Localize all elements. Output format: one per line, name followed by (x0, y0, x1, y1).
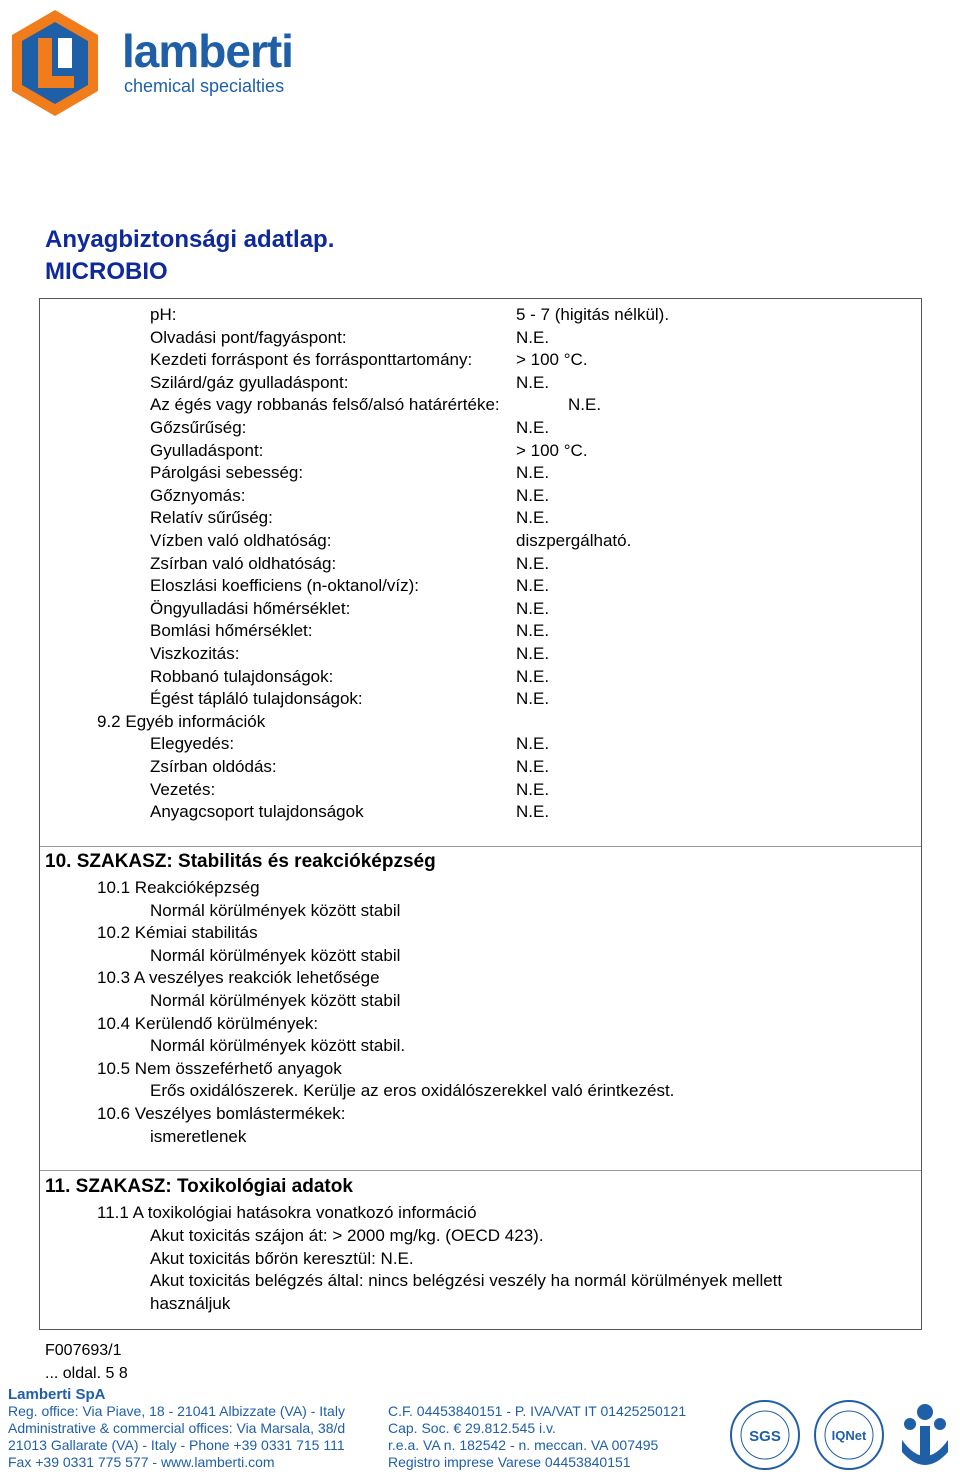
registration-line: r.e.a. VA n. 182542 - n. meccan. VA 007495 (388, 1437, 659, 1453)
property-value: N.E. (516, 418, 550, 437)
subsection-heading: 10.6 Veszélyes bomlástermékek: (97, 1104, 346, 1123)
sgs-certification-icon (728, 1398, 802, 1472)
property-label: Az égés vagy robbanás felső/alsó határértéke: (150, 395, 500, 415)
subsection-text: ismeretlenek (150, 1126, 247, 1146)
subsection-heading: 11.1 A toxikológiai hatásokra vonatkozó információ (97, 1203, 477, 1222)
product-name: MICROBIO (45, 258, 168, 285)
property-value: N.E. (568, 395, 602, 415)
subsection-heading: 10.2 Kémiai stabilitás (97, 923, 258, 943)
subsection-heading: 10.1 Reakcióképzség (97, 878, 260, 897)
registration-line: Cap. Soc. € 29.812.545 i.v. (388, 1420, 556, 1436)
subsection-text: használjuk (150, 1293, 231, 1313)
company-registration (388, 1403, 686, 1471)
subsection-text: Akut toxicitás bőrön keresztül: N.E. (150, 1248, 414, 1268)
company-line: Administrative & commercial offices: Via Marsala, 38/d (8, 1420, 346, 1436)
sgs-label: SGS (749, 1428, 781, 1445)
property-value: N.E. (516, 372, 550, 392)
subsection-heading: 9.2 Egyéb információk (97, 711, 266, 731)
subsection-text: Akut toxicitás belégzés által: nincs belégzési veszély ha normál körülmények mellett (150, 1271, 783, 1291)
responsible-care-icon (896, 1400, 954, 1470)
subsection-heading: 10.5 Nem összeférhető anyagok (97, 1058, 342, 1078)
form-code: F007693/1 (45, 1342, 122, 1359)
subsection-heading: 10.4 Kerülendő körülmények: (97, 1013, 319, 1033)
property-label: pH: (150, 305, 177, 324)
brand-tagline: chemical specialties (124, 76, 285, 96)
property-label: Eloszlási koefficiens (n-oktanol/víz): (150, 576, 419, 596)
subsection-text: Normál körülmények között stabil (150, 900, 401, 920)
company-line: Fax +39 0331 775 577 - www.lamberti.com (8, 1454, 275, 1470)
property-value: 5 - 7 (higitás nélkül). (516, 305, 670, 324)
property-value: diszpergálható. (516, 531, 632, 550)
property-label: Zsírban való oldhatóság: (150, 553, 337, 573)
property-label: Kezdeti forráspont és forrásponttartomány: (150, 350, 473, 370)
iqnet-label: IQNet (831, 1428, 867, 1443)
property-value: N.E. (516, 598, 550, 618)
property-value: N.E. (516, 621, 550, 641)
property-label: Relatív sűrűség: (150, 508, 273, 528)
property-label: Elegyedés: (150, 734, 235, 754)
property-label: Olvadási pont/fagyáspont: (150, 327, 347, 347)
section-divider (40, 846, 921, 847)
section-divider (40, 1170, 921, 1171)
property-label: Szilárd/gáz gyulladáspont: (150, 372, 349, 392)
property-value: > 100 °C. (516, 350, 588, 370)
iqnet-certification-icon (812, 1398, 886, 1472)
company-line: Reg. office: Via Piave, 18 - 21041 Albizzate (VA) - Italy (8, 1403, 345, 1419)
section-heading: 10. SZAKASZ: Stabilitás és reakcióképzség (45, 851, 436, 872)
property-label: Öngyulladási hőmérséklet: (150, 598, 351, 618)
subsection-heading: 10.3 A veszélyes reakciók lehetősége (97, 968, 380, 988)
brand-name: lamberti (122, 25, 293, 77)
lamberti-logo-icon (8, 8, 102, 118)
property-value: N.E. (516, 757, 550, 776)
property-label: Párolgási sebesség: (150, 463, 304, 483)
property-value: N.E. (516, 508, 550, 528)
property-value: N.E. (516, 802, 550, 822)
property-value: N.E. (516, 689, 550, 709)
property-value: > 100 °C. (516, 440, 588, 460)
property-value: N.E. (516, 644, 550, 663)
property-value: N.E. (516, 327, 550, 347)
company-name: Lamberti SpA (8, 1386, 106, 1403)
subsection-text: Normál körülmények között stabil (150, 991, 401, 1010)
property-label: Gőznyomás: (150, 485, 246, 505)
property-value: N.E. (516, 485, 550, 505)
company-line: 21013 Gallarate (VA) - Italy - Phone +39 0331 715 111 (8, 1437, 345, 1453)
property-label: Gyulladáspont: (150, 440, 264, 460)
property-label: Vízben való oldhatóság: (150, 531, 332, 550)
property-value: N.E. (516, 666, 550, 686)
document-title (45, 224, 334, 288)
property-value: N.E. (516, 576, 550, 596)
subsection-text: Akut toxicitás szájon át: > 2000 mg/kg. (OECD 423). (150, 1226, 544, 1245)
property-label: Gőzsűrűség: (150, 418, 247, 437)
subsection-text: Normál körülmények között stabil (150, 945, 401, 965)
property-label: Zsírban oldódás: (150, 757, 277, 776)
page-number: ... oldal. 5 8 (45, 1365, 128, 1382)
company-address (8, 1386, 345, 1471)
property-value: N.E. (516, 734, 550, 754)
registration-line: C.F. 04453840151 - P. IVA/VAT IT 01425250121 (388, 1403, 687, 1419)
property-label: Robbanó tulajdonságok: (150, 666, 334, 686)
property-label: Vezetés: (150, 779, 216, 799)
title-line: Anyagbiztonsági adatlap. (45, 226, 335, 253)
property-label: Anyagcsoport tulajdonságok (150, 802, 364, 822)
property-label: Égést tápláló tulajdonságok: (150, 689, 363, 709)
registration-line: Registro imprese Varese 04453840151 (388, 1454, 631, 1470)
subsection-text: Normál körülmények között stabil. (150, 1036, 406, 1056)
property-value: N.E. (516, 463, 550, 483)
property-label: Viszkozitás: (150, 644, 240, 663)
property-value: N.E. (516, 553, 550, 573)
property-label: Bomlási hőmérséklet: (150, 621, 313, 641)
section-heading: 11. SZAKASZ: Toxikológiai adatok (45, 1176, 353, 1197)
subsection-text: Erős oxidálószerek. Kerülje az eros oxidálószerekkel való érintkezést. (150, 1081, 675, 1101)
property-value: N.E. (516, 779, 550, 799)
